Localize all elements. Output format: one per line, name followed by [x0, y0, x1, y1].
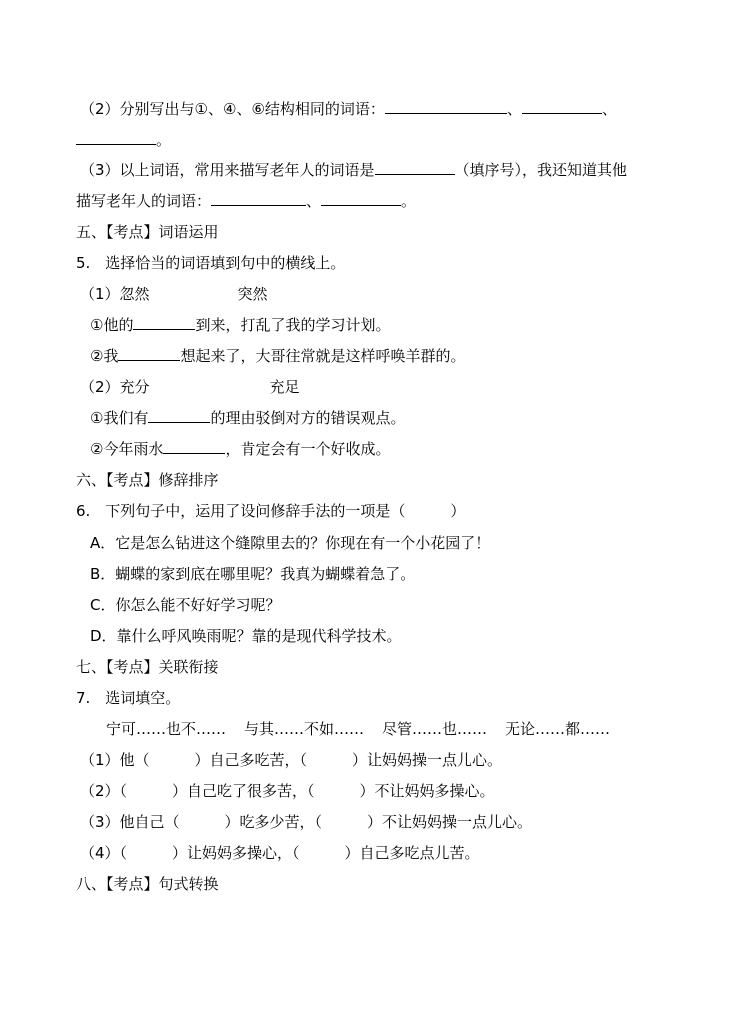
question-prompt: 7. 选词填空。 — [76, 689, 181, 707]
answer-blank[interactable] — [211, 191, 306, 206]
fill-item: （2）（ ）自己吃了很多苦，（ ）不让妈妈多操心。 — [80, 782, 495, 800]
answer-blank[interactable] — [76, 130, 156, 145]
section-heading: 七、【考点】关联衔接 — [76, 658, 219, 676]
answer-blank[interactable] — [321, 191, 401, 206]
option-d[interactable]: D．靠什么呼风唤雨呢？靠的是现代科学技术。 — [90, 627, 402, 645]
conjunction-choice: 与其……不如…… — [244, 720, 365, 738]
answer-blank[interactable] — [118, 346, 180, 361]
fill-sentence: ①他的 到来，打乱了我的学习计划。 — [90, 316, 391, 334]
answer-blank[interactable] — [148, 408, 210, 423]
conjunction-choices — [106, 719, 610, 739]
question-prompt: 5. 选择恰当的词语填到句中的横线上。 — [76, 254, 346, 272]
fill-sentence: ①我们有 的理由驳倒对方的错误观点。 — [90, 409, 406, 427]
fill-sentence: ②我 想起来了，大哥往常就是这样呼唤羊群的。 — [90, 347, 466, 365]
answer-blank[interactable] — [522, 99, 602, 114]
q4-part3-cont: 描写老年人的词语： 、 。 — [76, 192, 417, 210]
option-b[interactable]: B．蝴蝶的家到底在哪里呢？我真为蝴蝶着急了。 — [90, 565, 416, 583]
fill-item: （4）（ ）让妈妈多操心，（ ）自己多吃点儿苦。 — [80, 844, 480, 862]
fill-sentence: ②今年雨水 ，肯定会有一个好收成。 — [90, 440, 391, 458]
fill-item: （1）他（ ）自己多吃苦，（ ）让妈妈操一点儿心。 — [80, 751, 503, 769]
fill-item: （3）他自己（ ）吃多少苦，（ ）不让妈妈操一点儿心。 — [80, 813, 533, 831]
option-c[interactable]: C．你怎么能不好好学习呢？ — [90, 596, 281, 614]
section-heading: 八、【考点】句式转换 — [76, 875, 219, 893]
conjunction-choice: 尽管……也…… — [382, 720, 488, 738]
answer-blank[interactable] — [385, 99, 507, 114]
section-heading: 五、【考点】词语运用 — [76, 223, 219, 241]
q4-part2-cont: 。 — [76, 130, 171, 150]
answer-blank[interactable] — [133, 315, 195, 330]
q4-part2: （2）分别写出与①、④、⑥结构相同的词语： 、 、 — [80, 100, 617, 118]
answer-blank[interactable] — [375, 160, 455, 175]
option-a[interactable]: A．它是怎么钻进这个缝隙里去的？你现在有一个小花园了！ — [90, 534, 491, 552]
q4-part3: （3）以上词语，常用来描写老年人的词语是 （填序号），我还知道其他 — [80, 161, 628, 179]
section-heading: 六、【考点】修辞排序 — [76, 471, 219, 489]
word-choice-group-2: （2）充分 充足 — [80, 378, 300, 396]
conjunction-choice: 无论……都…… — [505, 720, 611, 738]
question-prompt: 6. 下列句子中，运用了设问修辞手法的一项是（ ） — [76, 502, 466, 520]
conjunction-choice: 宁可……也不…… — [106, 720, 227, 738]
answer-blank[interactable] — [163, 439, 225, 454]
word-choice-group-1: （1）忽然 突然 — [80, 285, 268, 303]
